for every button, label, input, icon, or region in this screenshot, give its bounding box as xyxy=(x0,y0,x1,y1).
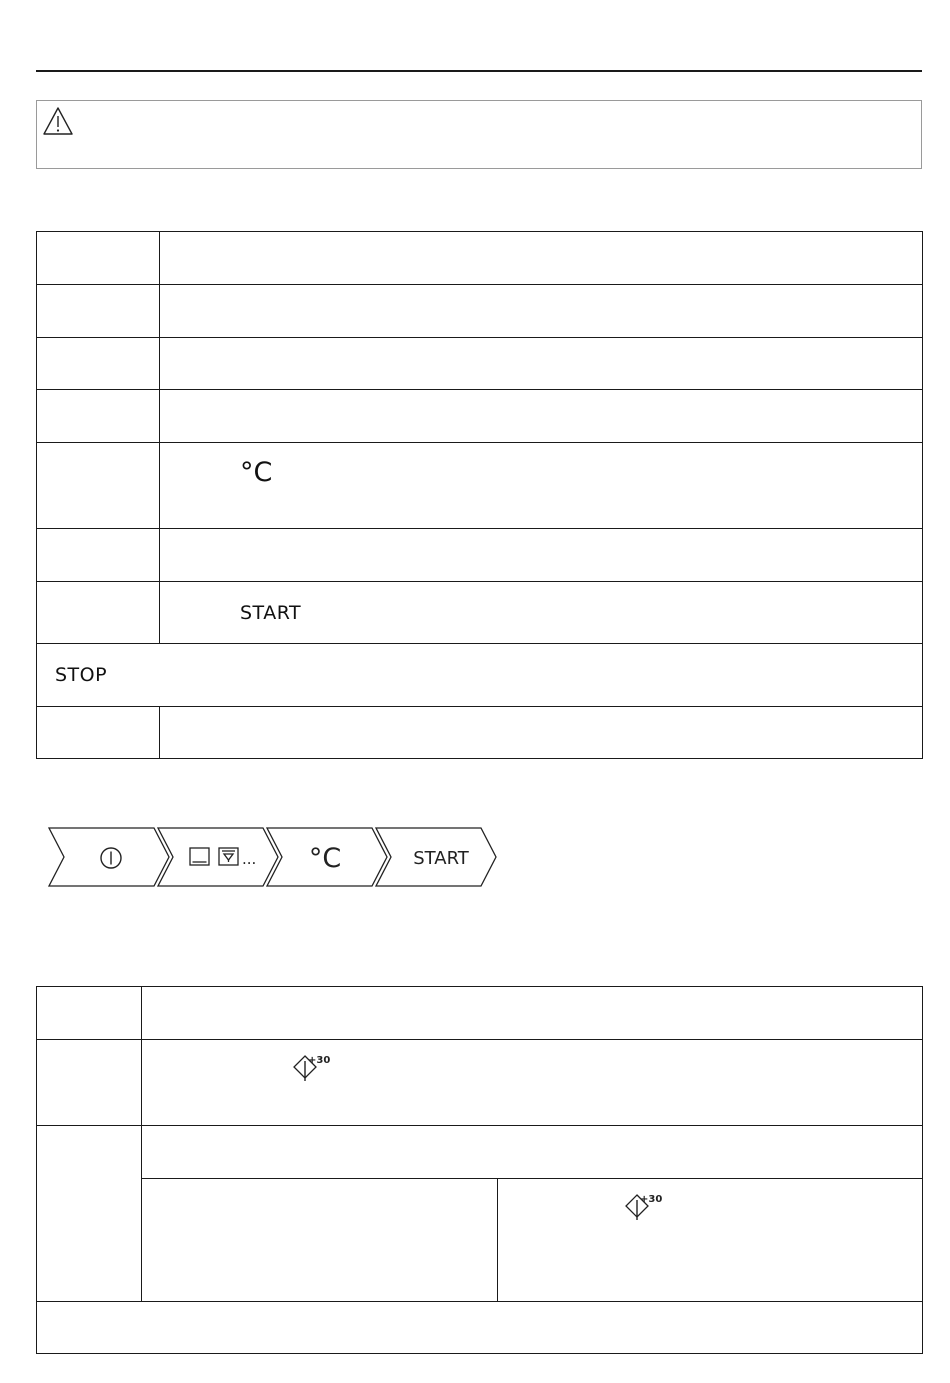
step-cell xyxy=(37,707,160,759)
plus-30-badge: +30 xyxy=(640,1194,663,1205)
flow-temperature-symbol: °C xyxy=(308,843,342,874)
table-row xyxy=(37,338,923,390)
description-cell xyxy=(160,443,923,529)
stop-label: STOP xyxy=(55,664,108,686)
description-cell xyxy=(160,338,923,390)
description-cell xyxy=(142,1126,923,1179)
step-cell xyxy=(37,232,160,285)
table-row xyxy=(37,232,923,285)
step-cell xyxy=(37,987,142,1040)
step-cell xyxy=(37,443,160,529)
step-cell xyxy=(37,1040,142,1126)
start-label: START xyxy=(240,601,302,624)
table-row xyxy=(37,707,923,759)
table-row xyxy=(37,582,923,644)
oven-function-icon xyxy=(190,848,209,865)
table-row xyxy=(37,1126,923,1179)
warning-icon xyxy=(42,106,74,136)
table-row xyxy=(37,1179,923,1302)
step-cell xyxy=(37,390,160,443)
flow-start-label: START xyxy=(413,848,469,869)
step-cell xyxy=(37,1126,142,1302)
operation-steps-table xyxy=(36,231,923,759)
description-cell xyxy=(160,232,923,285)
table-row xyxy=(37,443,923,529)
description-cell xyxy=(160,707,923,759)
table-row xyxy=(37,644,923,707)
table-row xyxy=(37,529,923,582)
plus-30-badge: +30 xyxy=(308,1055,331,1066)
fan-function-icon xyxy=(219,848,238,865)
flow-step-function xyxy=(158,828,278,886)
power-icon xyxy=(101,848,121,868)
sub-description-cell xyxy=(142,1179,498,1302)
note-cell xyxy=(37,1302,923,1354)
table-row xyxy=(37,1040,923,1126)
step-cell xyxy=(37,582,160,644)
table-row xyxy=(37,1302,923,1354)
function-ellipsis: ... xyxy=(242,850,257,868)
step-cell xyxy=(37,338,160,390)
plus-30-icon xyxy=(622,1193,666,1223)
sub-description-cell xyxy=(498,1179,923,1302)
step-cell xyxy=(37,529,160,582)
description-cell xyxy=(160,390,923,443)
top-rule xyxy=(36,70,922,72)
description-cell xyxy=(160,529,923,582)
stop-cell xyxy=(37,644,923,707)
description-cell xyxy=(160,582,923,644)
flow-step-power xyxy=(49,828,169,886)
plus-30-icon xyxy=(290,1054,334,1084)
temperature-symbol: °C xyxy=(240,457,273,488)
table-row xyxy=(37,987,923,1040)
description-cell xyxy=(142,987,923,1040)
table-row xyxy=(37,285,923,338)
warning-box xyxy=(36,100,922,169)
description-cell xyxy=(142,1040,923,1126)
operation-flow-diagram xyxy=(48,827,500,887)
step-cell xyxy=(37,285,160,338)
table-row xyxy=(37,390,923,443)
plus-time-table xyxy=(36,986,923,1354)
description-cell xyxy=(160,285,923,338)
